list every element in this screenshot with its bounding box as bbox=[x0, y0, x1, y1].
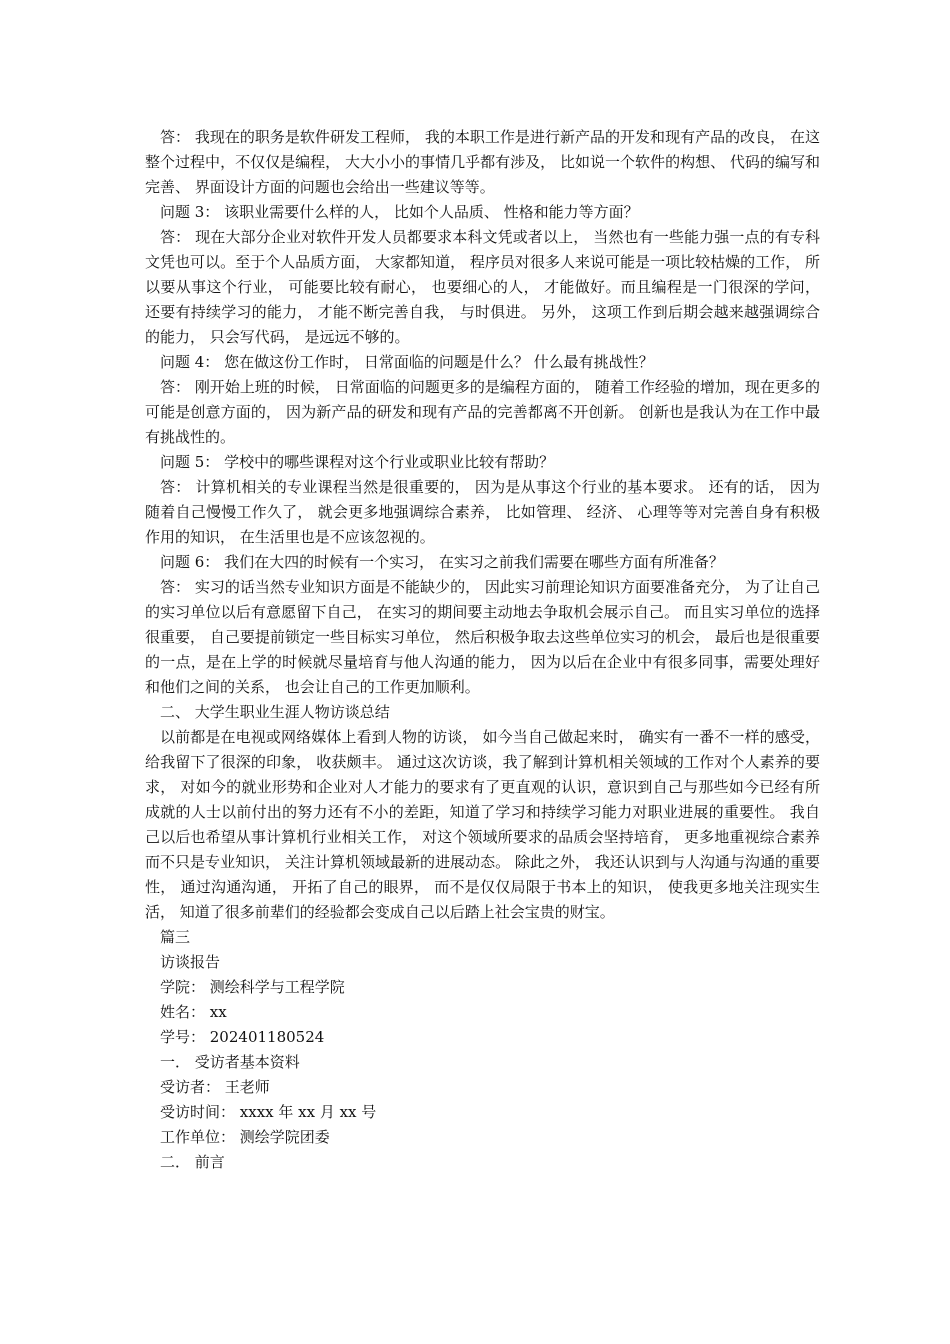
section-heading-summary: 二、 大学生职业生涯人物访谈总结 bbox=[160, 703, 390, 721]
answer-paragraph-3: 答： 现在大部分企业对软件开发人员都要求本科文凭或者以上， 当然也有一些能力强一点的有专科文凭也可以。至于个人品质方面， 大家都知道， 程序员对很多人来说可能是一项比较枯燥的工作， 所以要从事这个行业， 可能要比较有耐心， 也要细心的人， 才能做好。而且编程是一门很深的学问， 还要有持续学习的能力， 才能不断完善自我， 与时俱进。 另外， 这项工作到后期会越来越强调综合的能力， 只会写代码， 是远远不够的。 bbox=[145, 228, 820, 346]
college-field: 学院： 测绘科学与工程学院 bbox=[160, 978, 345, 996]
summary-paragraph: 以前都是在电视或网络媒体上看到人物的访谈， 如今当自己做起来时， 确实有一番不一样的感受， 给我留下了很深的印象， 收获颇丰。 通过这次访谈，我了解到计算机相关领域的工作对个人素养的要求， 对如今的就业形势和企业对人才能力的要求有了更直观的认识，意识到自己与那些如今已经有所成就的人士以前付出的努力还有不小的差距，知道了学习和持续学习能力对职业进展的重要性。 我自己以后也希望从事计算机行业相关工作， 对这个领域所要求的品质会坚持培育， 更多地重视综合素养而不只是专业知识， 关注计算机领域最新的进展动态。 除此之外， 我还认识到与人沟通与沟通的重要性， 通过沟通沟通， 开拓了自己的眼界， 而不是仅仅局限于书本上的知识， 使我更多地关注现实生活， 知道了很多前辈们的经验都会变成自己以后踏上社会宝贵的财宝。 bbox=[145, 728, 820, 921]
interview-time-field: 受访时间： xxxx 年 xx 月 xx 号 bbox=[160, 1103, 377, 1121]
answer-paragraph-5: 答： 计算机相关的专业课程当然是很重要的， 因为是从事这个行业的基本要求。 还有的话， 因为随着自己慢慢工作久了， 就会更多地强调综合素养， 比如管理、 经济、 心理等等对完善自身有积极作用的知识， 在生活里也是不应该忽视的。 bbox=[145, 478, 820, 546]
answer-paragraph-6: 答： 实习的话当然专业知识方面是不能缺少的， 因此实习前理论知识方面要准备充分， 为了让自己的实习单位以后有意愿留下自己， 在实习的期间要主动地去争取机会展示自己。 而且实习单位的选择很重要， 自己要提前锁定一些目标实习单位， 然后积极争取去这些单位实习的机会， 最后也是很重要的一点，是在上学的时候就尽量培育与他人沟通的能力， 因为以后在企业中有很多同事，需要处理好和他们之间的关系， 也会让自己的工作更加顺利。 bbox=[145, 578, 820, 696]
chapter-heading: 篇三 bbox=[160, 928, 191, 946]
question-4: 问题 4： 您在做这份工作时， 日常面临的问题是什么？ 什么最有挑战性？ bbox=[160, 353, 654, 371]
answer-paragraph-4: 答： 刚开始上班的时候， 日常面临的问题更多的是编程方面的， 随着工作经验的增加，现在更多的可能是创意方面的， 因为新产品的研发和现有产品的完善都离不开创新。 创新也是我认为在工作中最有挑战性的。 bbox=[145, 378, 820, 446]
name-field: 姓名： xx bbox=[160, 1003, 227, 1021]
student-id-field: 学号： 202401180524 bbox=[160, 1028, 325, 1046]
question-5: 问题 5： 学校中的哪些课程对这个行业或职业比较有帮助？ bbox=[160, 453, 555, 471]
section-heading-interviewee: 一． 受访者基本资料 bbox=[160, 1053, 300, 1071]
question-3: 问题 3： 该职业需要什么样的人， 比如个人品质、 性格和能力等方面？ bbox=[160, 203, 639, 221]
question-6: 问题 6： 我们在大四的时候有一个实习， 在实习之前我们需要在哪些方面有所准备？ bbox=[160, 553, 724, 571]
interviewee-field: 受访者： 王老师 bbox=[160, 1078, 270, 1096]
report-title: 访谈报告 bbox=[160, 953, 221, 971]
work-unit-field: 工作单位： 测绘学院团委 bbox=[160, 1128, 330, 1146]
answer-paragraph-2: 答： 我现在的职务是软件研发工程师， 我的本职工作是进行新产品的开发和现有产品的改良， 在这整个过程中，不仅仅是编程， 大大小小的事情几乎都有涉及， 比如说一个软件的构想、 代码的编写和完善、 界面设计方面的问题也会给出一些建议等等。 bbox=[145, 128, 820, 196]
section-heading-preface: 二． 前言 bbox=[160, 1153, 225, 1171]
